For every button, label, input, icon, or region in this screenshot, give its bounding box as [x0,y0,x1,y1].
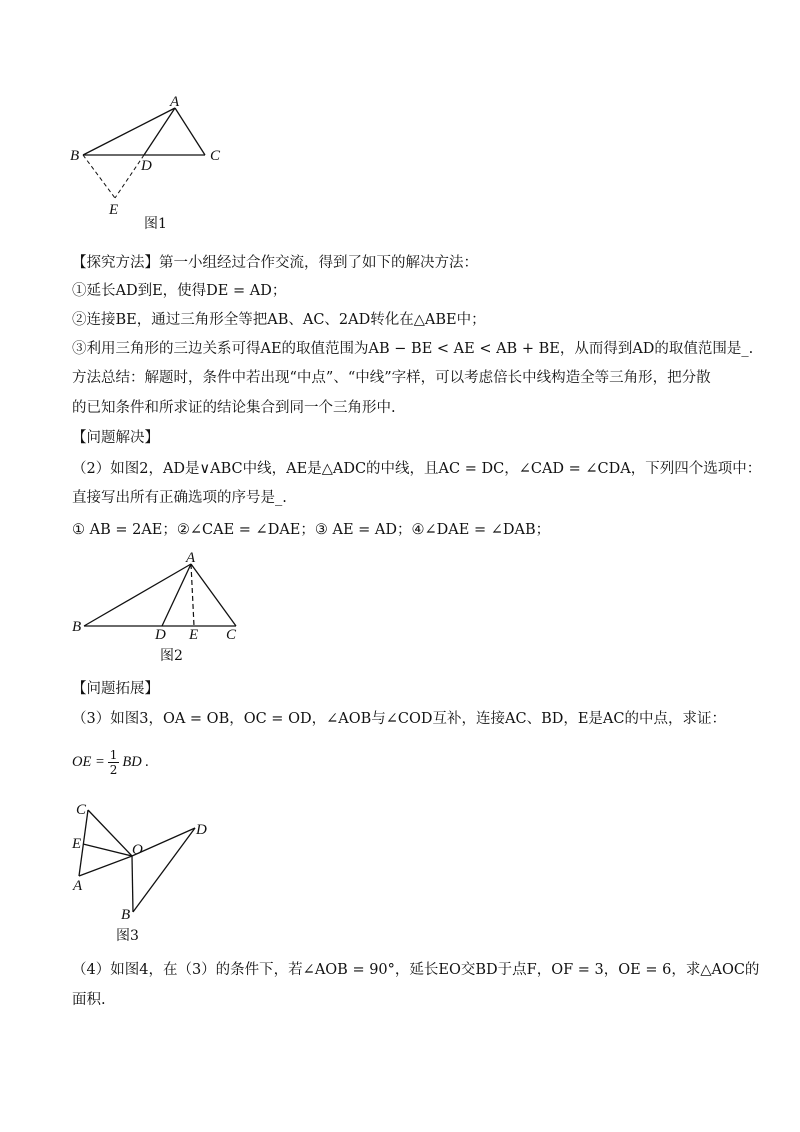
fig3-label-d: D [196,822,207,838]
method-step-3: ③利用三角形的三边关系可得AE的取值范围为AB − BE < AE < AB + BE，从而得到AD的取值范围是_. [72,341,754,357]
fig3-label-b: B [121,907,131,923]
method-paragraph-1 [72,253,478,273]
figure-3-diagram [62,800,222,948]
fig1-label-b: B [70,148,80,164]
fig3-label-e: E [72,836,82,852]
question-2-line-2: 直接写出所有正确选项的序号是_. [72,490,287,506]
question-2-line-1: （2）如图2，AD是∨ABC中线，AE是△ADC的中线，且AC = DC，∠CAD = ∠CDA，下列四个选项中： [72,461,762,477]
figure-2-diagram [60,548,260,668]
fig1-label-c: C [210,148,221,164]
fig2-label-b: B [72,619,82,635]
formula-right: BD . [122,754,149,770]
method-summary-line-1: 方法总结：解题时，条件中若出现“中点”、“中线”字样，可以考虑倍长中线构造全等三角形，把分散 [72,370,711,386]
figure-3 [62,800,222,948]
formula-numerator: 1 [109,748,118,762]
formula-left: OE = [72,754,105,770]
fig2-label-a: A [186,550,196,566]
fig3-label-a: A [73,878,83,894]
question-4-line-2: 面积. [72,992,106,1008]
method-summary-line-2: 的已知条件和所求证的结论集合到同一个三角形中. [72,400,396,416]
method-step-1: ①延长AD到E，使得DE = AD； [72,283,287,299]
fig1-label-d: D [141,158,152,174]
fig3-caption: 图3 [116,928,139,944]
question-3-line-1: （3）如图3，OA = OB，OC = OD，∠AOB与∠COD互补，连接AC、BD，E是AC的中点，求证： [72,711,726,727]
figure-2 [60,548,260,668]
figure-1-diagram [60,90,240,235]
fig1-caption: 图1 [144,216,167,232]
problem-extension-heading: 【问题拓展】 [72,681,159,697]
formula-denominator: 2 [109,763,118,777]
question-3-formula [72,748,149,777]
fig1-label-e: E [109,202,119,218]
fig2-label-c: C [226,627,237,643]
formula-fraction [108,748,120,777]
question-2-options: ① AB = 2AE；②∠CAE = ∠DAE；③ AE = AD；④∠DAE = ∠DAB； [72,522,551,538]
problem-solving-heading: 【问题解决】 [72,430,159,446]
method-intro: 第一小组经过合作交流，得到了如下的解决方法： [159,255,478,271]
fig2-label-d: D [155,627,166,643]
fig3-label-c: C [76,802,87,818]
fig3-label-o: O [132,842,143,858]
fig2-caption: 图2 [160,648,183,664]
figure-1 [60,90,240,235]
question-4-line-1: （4）如图4，在（3）的条件下，若∠AOB = 90°，延长EO交BD于点F，OF = 3，OE = 6，求△AOC的 [72,962,760,978]
fig1-label-a: A [170,94,180,110]
method-heading: 【探究方法】 [72,255,159,271]
method-step-2: ②连接BE，通过三角形全等把AB、AC、2AD转化在△ABE中； [72,312,486,328]
fig2-label-e: E [189,627,199,643]
